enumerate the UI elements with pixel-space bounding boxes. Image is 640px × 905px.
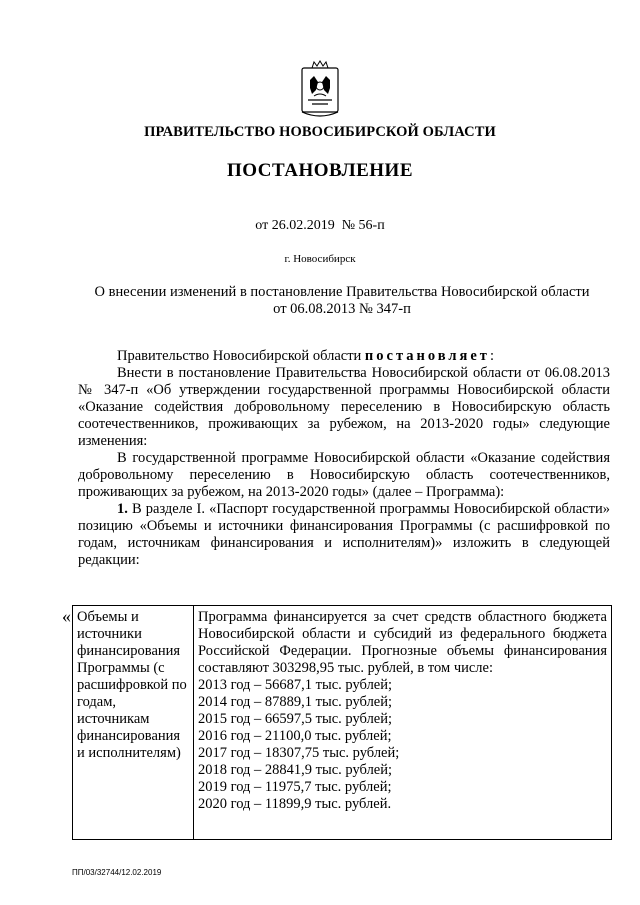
document-date: от 26.02.2019 — [255, 218, 335, 233]
financing-label-cell: Объемы и источники финансирования Программы (с расшифровкой по годам, источникам финансирования и исполнителям) — [73, 606, 194, 840]
financing-details-cell — [194, 606, 612, 840]
paragraph-program: В государственной программе Новосибирской области «Оказание содействия добровольному переселению в Новосибирскую область соотечественников, проживающих за рубежом, на 2013-2020 годы» (далее – Программа): — [78, 450, 610, 500]
paragraph-resolution — [78, 348, 610, 365]
subject-line-2: от 06.08.2013 № 347-п — [273, 301, 411, 317]
coat-of-arms-icon — [300, 60, 340, 118]
paragraph-resolution-text: Правительство Новосибирской области — [117, 348, 365, 364]
item-1-text: В разделе I. «Паспорт государственной программы Новосибирской области» позицию «Объемы и источники финансирования Программы (с расшифровкой по годам, источникам финансирования и исполнителям)» изложить в следующей редакции: — [78, 501, 610, 568]
document-subject — [72, 284, 612, 318]
financing-intro: Программа финансируется за счет средств областного бюджета Новосибирской области и субсидий из федерального бюджета Российской Федерации. Прогнозные объемы финансирования составляют 303298,95 тыс. рублей, в том числе: — [198, 609, 607, 676]
document-number: № 56-п — [341, 218, 385, 233]
subject-line-1: О внесении изменений в постановление Правительства Новосибирской области — [94, 284, 590, 300]
paragraph-item-1 — [78, 501, 610, 569]
item-number: 1. — [117, 501, 128, 517]
year-line: 2020 год – 11899,9 тыс. рублей. — [198, 796, 392, 812]
opening-quote: « — [62, 606, 71, 626]
document-date-number — [0, 218, 640, 234]
resolves-word: постановляет — [364, 348, 490, 364]
footer-code: ПП/03/32744/12.02.2019 — [72, 868, 162, 877]
year-line: 2015 год – 66597,5 тыс. рублей; — [198, 711, 393, 727]
year-line: 2019 год – 11975,7 тыс. рублей; — [198, 779, 392, 795]
year-line: 2014 год – 87889,1 тыс. рублей; — [198, 694, 393, 710]
document-body — [78, 348, 610, 569]
year-line: 2017 год – 18307,75 тыс. рублей; — [198, 745, 400, 761]
financing-table — [72, 605, 612, 840]
document-type: ПОСТАНОВЛЕНИЕ — [226, 160, 414, 181]
document-city: г. Новосибирск — [284, 253, 356, 265]
table-row — [73, 606, 612, 840]
organization-title: ПРАВИТЕЛЬСТВО НОВОСИБИРСКОЙ ОБЛАСТИ — [144, 124, 496, 140]
resolution-colon: : — [489, 348, 494, 364]
year-line: 2013 год – 56687,1 тыс. рублей; — [198, 677, 393, 693]
year-line: 2018 год – 28841,9 тыс. рублей; — [198, 762, 393, 778]
year-line: 2016 год – 21100,0 тыс. рублей; — [198, 728, 392, 744]
paragraph-amend: Внести в постановление Правительства Новосибирской области от 06.08.2013 № 347-п «Об утверждении государственной программы Новосибирской области «Оказание содействия добровольному переселению в Новосибирскую область соотечественников, проживающих за рубежом, на 2013-2020 годы» следующие изменения: — [78, 365, 610, 449]
